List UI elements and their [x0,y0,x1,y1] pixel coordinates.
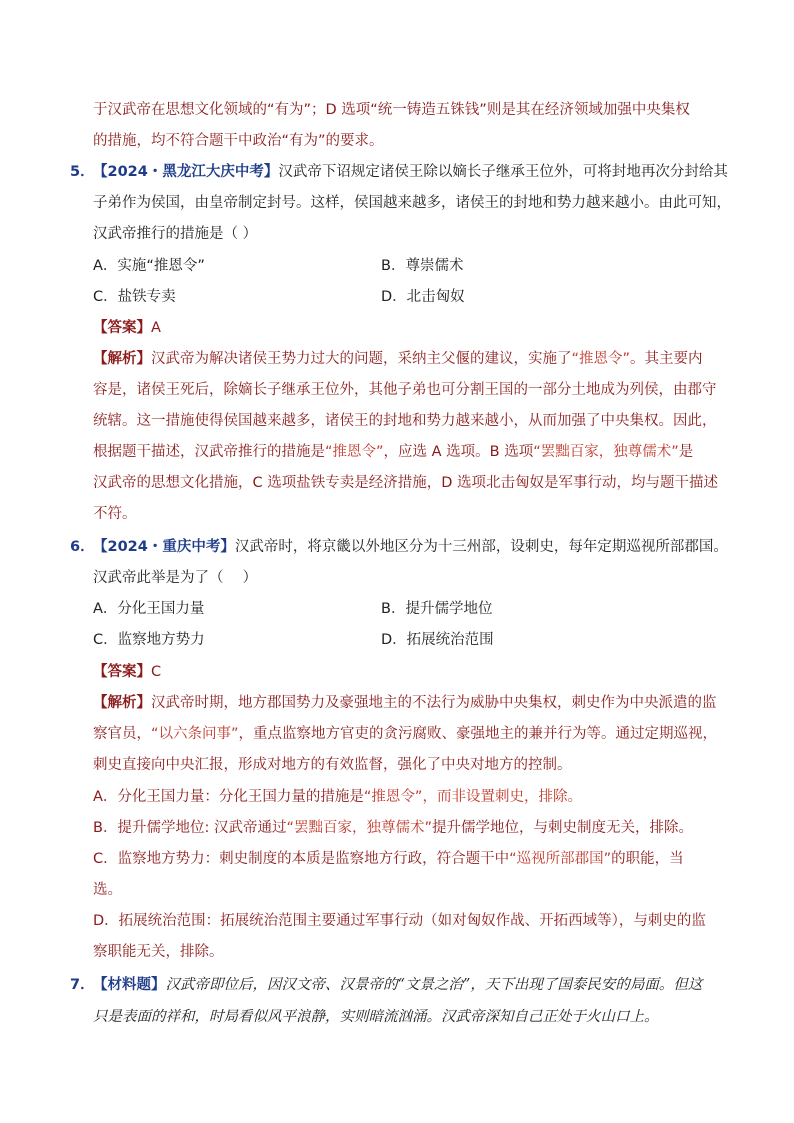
question-source: 【2024・重庆中考】 [93,539,235,555]
analysis-text: B．提升儒学地位: 汉武帝通过 [93,820,287,836]
stem-text: 汉武帝推行的措施是（ ） [93,226,258,242]
analysis-text: 根据题干描述，汉武帝推行的措施是 [93,444,325,460]
highlight-text: “罢黜百家，独尊儒术” [286,820,432,836]
analysis-text: ，应选 A 选项。B 选项 [383,444,534,460]
analysis-line: 汉武帝的思想文化措施，C 选项盐铁专卖是经济措施，D 选项北击匈奴是军事行动，均与题干描述 [93,475,719,491]
stem-text: 子弟作为侯国，由皇帝制定封号。这样，侯国越来越多，诸侯王的封地和势力越来越小。由此可知， [93,195,731,211]
option-b: B．提升儒学地位 [381,601,493,617]
option-d: D．北击匈奴 [381,289,465,305]
text-line: 于汉武帝在思想文化领域的“有为”；D 选项“统一铸造五铢钱”则是其在经济领域加强中央集权 [93,102,690,118]
analysis-line [93,442,693,462]
analysis-text: 是 [678,444,694,460]
option-d: D．拓展统治范围 [381,632,494,648]
question-number: 6． [70,539,95,555]
analysis-line [93,787,582,807]
analysis-line: 刺史直接向中央汇报，形成对地方的有效监督，强化了中央对地方的控制。 [93,757,572,773]
analysis-line: 察职能无关，排除。 [93,944,224,960]
option-a: A．分化王国力量 [93,601,205,617]
analysis-text: 提升儒学地位，与刺史制度无关，排除。 [431,820,693,836]
analysis-text: 察官员， [93,726,151,742]
highlight-text: “推恩令” [325,444,384,460]
analysis-line [93,349,703,369]
answer-value: C [151,664,162,680]
answer-tag: 【答案】 [93,320,151,336]
highlight-text: “罢黜百家，独尊儒术” [533,444,679,460]
analysis-line [93,818,693,838]
stem-text: 汉武帝时，将京畿以外地区分为十三州部，设刺史，每年定期巡视所部郡国。 [234,539,728,555]
analysis-line: 选。 [93,882,122,898]
stem-text: 汉武帝即位后，因汉文帝、汉景帝的“文景之治”，天下出现了国泰民安的局面。但这 [165,977,703,993]
highlight-text: “推恩令” [571,351,631,367]
analysis-line: 容是，诸侯王死后，除嫡长子继承王位外，其他子弟也可分割王国的一部分土地成为列侯，由郡守 [93,382,717,398]
answer-value: A [151,320,161,336]
stem-text: 汉武帝下诏规定诸侯王除以嫡长子继承王位外，可将封地再次分封给其 [278,164,728,180]
analysis-text: A．分化王国力量：分化王国力量的措施是 [93,789,364,805]
stem-text: 只是表面的祥和，时局看似风平浪静，实则暗流汹涌。汉武帝深知自己正处于火山口上。 [93,1009,659,1025]
answer [93,662,161,682]
answer-tag: 【答案】 [93,664,151,680]
analysis-line [93,849,684,869]
analysis-tag: 【解析】 [93,351,151,367]
analysis-line [93,724,717,744]
stem-text: 汉武帝此举是为了（ ） [93,570,258,586]
option-c: C．盐铁专卖 [93,289,176,305]
question-number: 7． [70,977,95,993]
analysis-tag: 【解析】 [93,695,151,711]
analysis-text: C．监察地方势力：刺史制度的本质是监察地方行政，符合题干中 [93,851,510,867]
option-b: B．尊崇儒术 [381,258,464,274]
analysis-line: 统辖。这一措施使得侯国越来越多，诸侯王的封地和势力越来越小，从而加强了中央集权。因此， [93,413,717,429]
question-source: 【2024・黑龙江大庆中考】 [93,164,279,180]
analysis-line [93,693,717,713]
analysis-line: 不符。 [93,506,137,522]
question-stem [93,975,702,995]
highlight-text: “以六条问事” [151,726,239,742]
question-source: 【材料题】 [93,977,166,993]
highlight-text: “巡视所部郡国” [509,851,612,867]
analysis-text: ，重点监察地方官吏的贪污腐败、豪强地主的兼并行为等。通过定期巡视， [238,726,718,742]
text-line: 的措施，均不符合题干中政治“有为”的要求。 [93,133,384,149]
question-number: 5． [70,164,95,180]
answer [93,318,161,338]
option-a: A．实施“推恩令” [93,258,205,274]
analysis-line: D．拓展统治范围：拓展统治范围主要通过军事行动（如对匈奴作战、开拓西域等），与刺史的监 [93,913,706,929]
analysis-text: 的职能，当 [611,851,684,867]
analysis-text: 汉武帝时期，地方郡国势力及豪强地主的不法行为威胁中央集权，刺史作为中央派遣的监 [151,695,717,711]
option-c: C．监察地方势力 [93,632,205,648]
question-stem [93,537,728,557]
highlight-text: “推恩令”，而非设置刺史，排除。 [363,789,582,805]
analysis-text: 汉武帝为解决诸侯王势力过大的问题，采纳主父偃的建议，实施了 [151,351,572,367]
analysis-text: 。其主要内 [630,351,703,367]
question-stem [93,162,728,182]
